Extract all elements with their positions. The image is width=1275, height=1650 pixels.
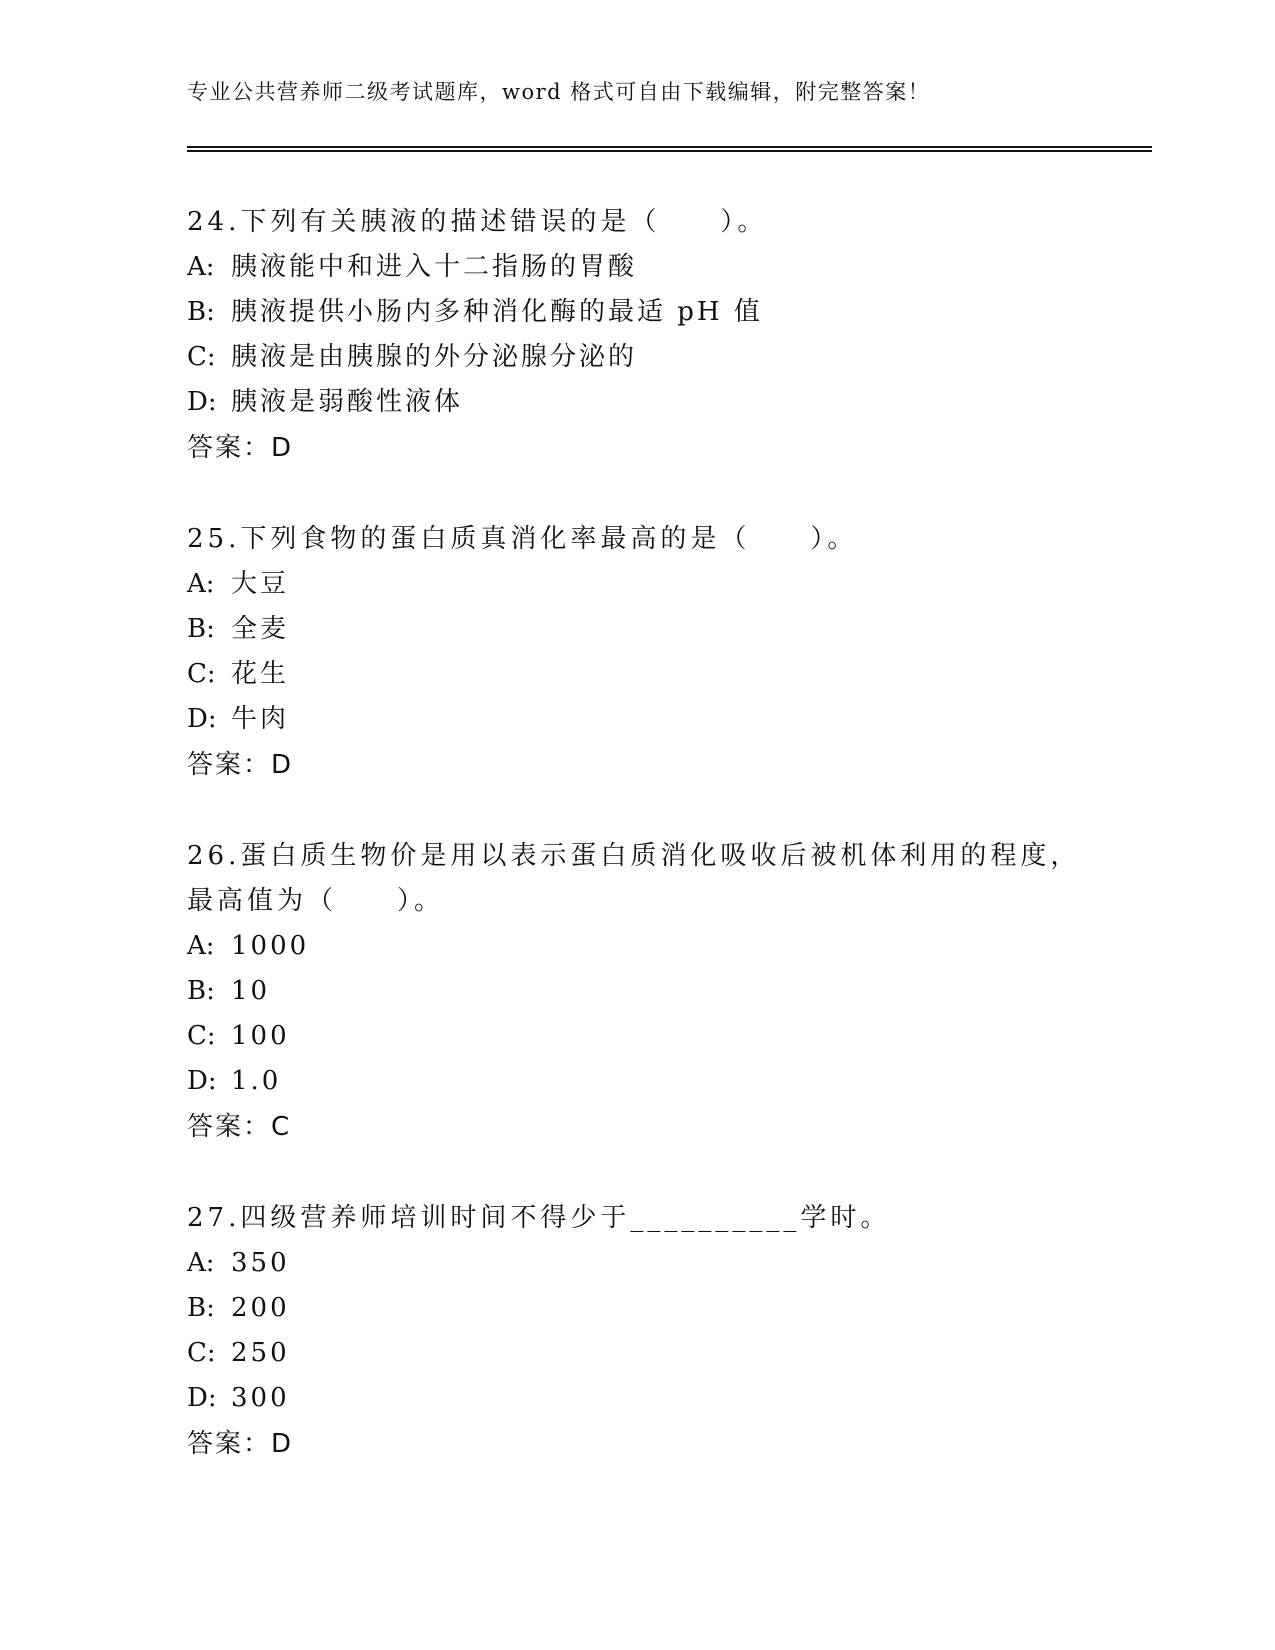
question-list: [187, 200, 1087, 1513]
option-c: [187, 1014, 1087, 1059]
header-divider: [187, 146, 1152, 152]
option-text: 300: [231, 1383, 290, 1413]
option-text: 200: [231, 1293, 290, 1323]
option-text: 花生: [231, 659, 290, 689]
option-text: 350: [231, 1248, 290, 1278]
option-text: 10: [231, 976, 271, 1006]
option-letter: A:: [187, 931, 215, 961]
option-text: 胰液能中和进入十二指肠的胃酸: [231, 252, 638, 282]
option-letter: D:: [187, 1383, 217, 1413]
option-a: [187, 924, 1087, 969]
option-text: 1000: [231, 931, 310, 961]
option-b: [187, 607, 1087, 652]
answer-line: 答案：C: [187, 1112, 292, 1142]
option-text: 1.0: [231, 1066, 282, 1096]
option-text: 100: [231, 1021, 290, 1051]
answer-line: 答案：D: [187, 750, 294, 780]
option-letter: C:: [187, 342, 216, 372]
option-letter: A:: [187, 569, 215, 599]
option-text: 胰液提供小肠内多种消化酶的最适 pH 值: [231, 297, 763, 327]
option-text: 牛肉: [231, 704, 290, 734]
answer-line: 答案：D: [187, 1429, 294, 1459]
option-d: [187, 697, 1087, 742]
option-letter: C:: [187, 659, 216, 689]
question-27: [187, 1196, 1087, 1467]
option-letter: B:: [187, 976, 215, 1006]
question-24: [187, 200, 1087, 471]
question-25: [187, 517, 1087, 788]
option-d: [187, 1376, 1087, 1421]
option-text: 胰液是由胰腺的外分泌腺分泌的: [231, 342, 638, 372]
option-text: 胰液是弱酸性液体: [231, 387, 464, 417]
option-b: [187, 290, 1087, 335]
option-c: [187, 652, 1087, 697]
option-d: [187, 380, 1087, 425]
option-b: [187, 1286, 1087, 1331]
answer-line: 答案：D: [187, 433, 294, 463]
question-stem: 27.四级营养师培训时间不得少于__________学时。: [187, 1203, 891, 1233]
option-c: [187, 1331, 1087, 1376]
option-text: 大豆: [231, 569, 290, 599]
page-header: 专业公共营养师二级考试题库，word 格式可自由下载编辑，附完整答案！: [187, 80, 931, 104]
question-stem: 25.下列食物的蛋白质真消化率最高的是（ ）。: [187, 524, 858, 554]
option-letter: A:: [187, 252, 215, 282]
option-letter: C:: [187, 1021, 216, 1051]
question-stem: 24.下列有关胰液的描述错误的是（ ）。: [187, 207, 768, 237]
option-a: [187, 245, 1087, 290]
option-a: [187, 562, 1087, 607]
option-text: 全麦: [231, 614, 290, 644]
question-stem: 26.蛋白质生物价是用以表示蛋白质消化吸收后被机体利用的程度，最高值为（ ）。: [187, 841, 1081, 916]
option-letter: B:: [187, 614, 215, 644]
option-letter: A:: [187, 1248, 215, 1278]
option-d: [187, 1059, 1087, 1104]
option-letter: B:: [187, 1293, 215, 1323]
option-b: [187, 969, 1087, 1014]
option-letter: D:: [187, 387, 217, 417]
option-c: [187, 335, 1087, 380]
option-a: [187, 1241, 1087, 1286]
option-text: 250: [231, 1338, 290, 1368]
option-letter: D:: [187, 1066, 217, 1096]
question-26: [187, 834, 1087, 1150]
option-letter: D:: [187, 704, 217, 734]
option-letter: B:: [187, 297, 215, 327]
option-letter: C:: [187, 1338, 216, 1368]
